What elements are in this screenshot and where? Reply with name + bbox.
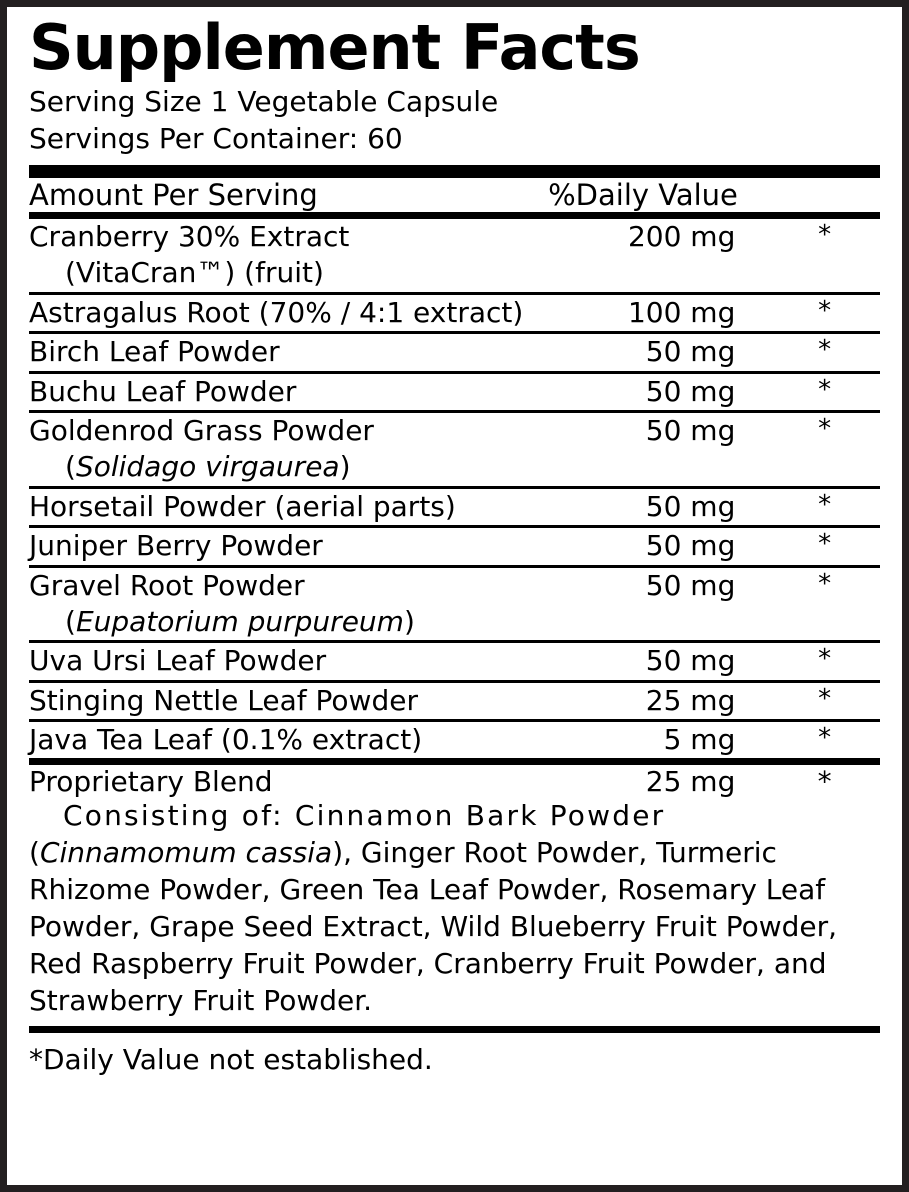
table-row xyxy=(29,566,880,642)
blend-daily-value: * xyxy=(817,765,832,799)
blend-ingredients-text: Consisting of: Cinnamon Bark Powder (Cinnamomum cassia), Ginger Root Powder, Turmeric Rhizome Powder, Green Tea Leaf Powder, Rosemary Leaf Powder, Grape Seed Extract, Wild Blueberry Fruit Powder, Red Raspberry Fruit Powder, Cranberry Fruit Powder, and Strawberry Fruit Powder. xyxy=(29,798,880,1026)
blend-line-1: Consisting of: Cinnamon Bark Powder xyxy=(63,799,666,833)
ingredient-daily-value: * xyxy=(769,566,880,642)
blend-rest: ), Ginger Root Powder, Turmeric Rhizome Powder, Green Tea Leaf Powder, Rosemary Leaf Powder, Grape Seed Extract, Wild Blueberry Fruit Powder, Red Raspberry Fruit Powder, Cranberry Fruit Powder, and Strawberry Fruit Powder. xyxy=(29,836,838,1018)
ingredient-name: Java Tea Leaf (0.1% extract) xyxy=(29,721,548,759)
blend-amount: 25 mg xyxy=(645,765,736,799)
table-row xyxy=(29,721,880,759)
ingredient-name: Cranberry 30% Extract (VitaCran™) (fruit) xyxy=(29,219,548,293)
ingredient-amount: 50 mg xyxy=(548,527,769,566)
ingredient-table xyxy=(29,219,880,758)
page-title: Supplement Facts xyxy=(29,11,640,84)
ingredient-subtext: (Eupatorium purpureum) xyxy=(65,604,415,638)
blend-row xyxy=(29,765,880,798)
ingredient-daily-value: * xyxy=(769,721,880,759)
header-daily-value: %Daily Value xyxy=(548,178,738,212)
ingredient-name: Buchu Leaf Powder xyxy=(29,372,548,411)
ingredient-daily-value: * xyxy=(769,527,880,566)
proprietary-blend-table xyxy=(29,765,880,798)
table-row xyxy=(29,293,880,332)
ingredient-name: Gravel Root Powder (Eupatorium purpureum) xyxy=(29,566,548,642)
ingredient-daily-value: * xyxy=(769,411,880,487)
supplement-facts-content xyxy=(29,11,880,1077)
blend-name: Proprietary Blend xyxy=(29,765,273,799)
ingredient-daily-value: * xyxy=(769,681,880,720)
ingredient-amount: 50 mg xyxy=(548,333,769,372)
ingredient-daily-value: * xyxy=(818,220,832,250)
blend-latin-name: Cinnamomum cassia xyxy=(39,836,333,870)
ingredient-daily-value: * xyxy=(769,487,880,526)
table-row xyxy=(29,372,880,411)
serving-size-text: Serving Size 1 Vegetable Capsule xyxy=(29,85,499,119)
ingredient-amount: 50 mg xyxy=(548,372,769,411)
ingredient-amount: 100 mg xyxy=(548,293,769,332)
ingredient-amount: 5 mg xyxy=(548,721,769,759)
ingredient-name: Horsetail Powder (aerial parts) xyxy=(29,487,548,526)
divider-med-footnote xyxy=(29,1026,880,1033)
nutrition-table xyxy=(29,178,880,212)
footnote-text: *Daily Value not established. xyxy=(29,1043,433,1077)
table-row xyxy=(29,487,880,526)
ingredient-amount: 50 mg xyxy=(548,642,769,681)
ingredient-name: Uva Ursi Leaf Powder xyxy=(29,642,548,681)
table-row xyxy=(29,411,880,487)
ingredient-amount: 25 mg xyxy=(548,681,769,720)
ingredient-daily-value: * xyxy=(769,372,880,411)
divider-med-blend xyxy=(29,758,880,765)
ingredient-name: Astragalus Root (70% / 4:1 extract) xyxy=(29,293,548,332)
ingredient-name: Birch Leaf Powder xyxy=(29,333,548,372)
header-amount-per-serving: Amount Per Serving xyxy=(29,178,318,212)
ingredient-name: Juniper Berry Powder xyxy=(29,527,548,566)
divider-med-header xyxy=(29,212,880,219)
ingredient-amount: 50 mg xyxy=(548,566,769,642)
ingredient-subtext: (Solidago virgaurea) xyxy=(65,450,351,484)
table-header-row xyxy=(29,178,880,212)
ingredient-amount: 50 mg xyxy=(548,411,769,487)
ingredient-daily-value: * xyxy=(769,333,880,372)
divider-thick-top xyxy=(29,165,880,178)
ingredient-subtext: (VitaCran™) (fruit) xyxy=(65,256,324,290)
table-row xyxy=(29,681,880,720)
table-row xyxy=(29,527,880,566)
ingredient-amount: 50 mg xyxy=(548,487,769,526)
table-row xyxy=(29,219,880,293)
ingredient-name: Stinging Nettle Leaf Powder xyxy=(29,681,548,720)
ingredient-name: Goldenrod Grass Powder (Solidago virgaurea) xyxy=(29,411,548,487)
ingredient-amount: 200 mg xyxy=(627,220,736,253)
ingredient-daily-value: * xyxy=(769,293,880,332)
servings-per-container-text: Servings Per Container: 60 xyxy=(29,122,403,156)
ingredient-daily-value: * xyxy=(769,642,880,681)
table-row xyxy=(29,642,880,681)
table-row xyxy=(29,333,880,372)
